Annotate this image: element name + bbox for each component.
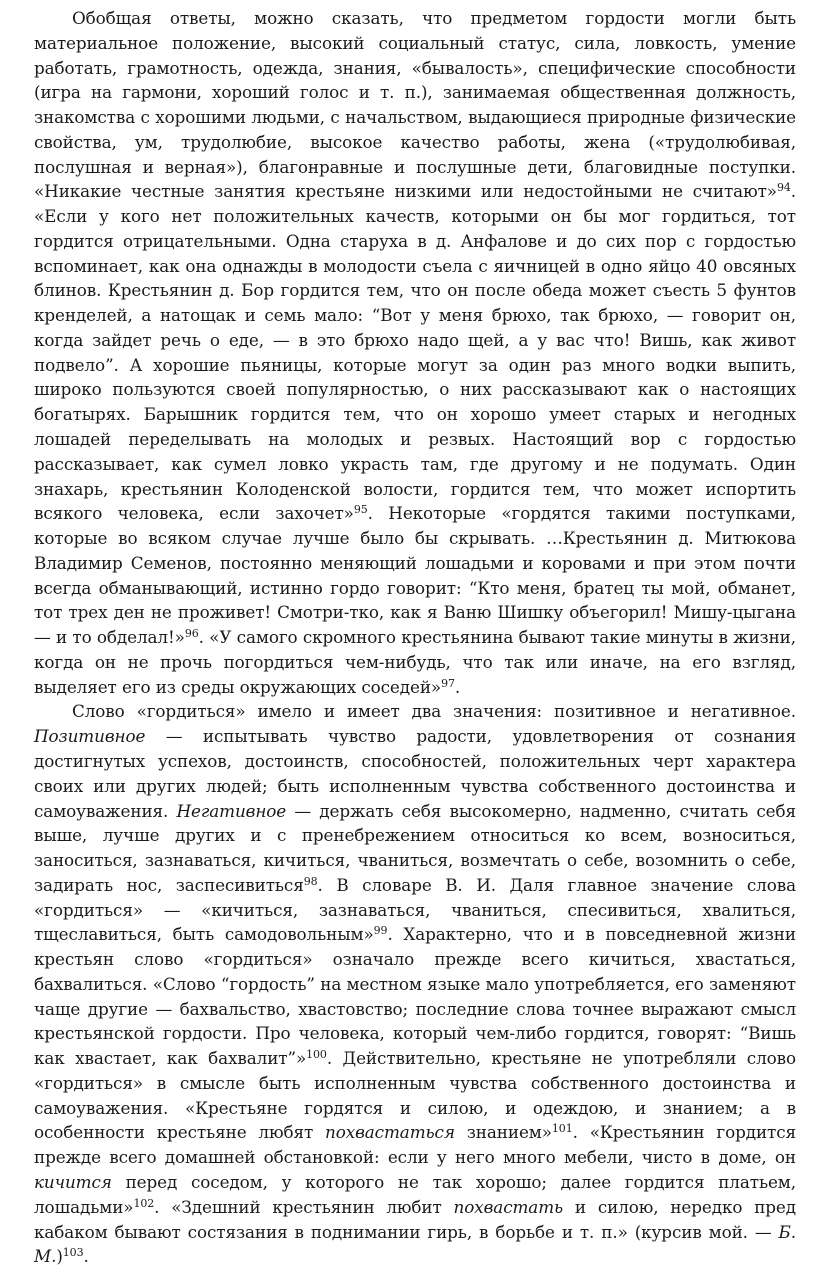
text-segment: . «Здешний крестьянин любит xyxy=(154,1196,454,1217)
footnote-reference: 103 xyxy=(62,1246,84,1260)
text-segment: знанием» xyxy=(454,1122,552,1143)
footnote-reference: 95 xyxy=(353,503,368,517)
text-segment: перед соседом, у которого не так хорошо; далее гордится платьем, лошадьми» xyxy=(34,1171,796,1217)
italic-text: похвастать xyxy=(453,1196,564,1217)
italic-text: Позитивное xyxy=(34,726,146,747)
text-segment: . Характерно, что и в повседневной жизни крестьян слово «гордиться» означало прежде всего кичиться, хвастаться, бахвалиться. «Слово “гордость” на местном языке мало употребляется, его заменяют чаще другие — бахвальство, хвастовство; последние слова точнее выражают смысл крестьянской гордости. Про человека, который чем-либо гордится, говорят: “Вишь как хвастает, как бахвалит”» xyxy=(34,924,796,1069)
text-segment: Слово «гордиться» имело и имеет два значения: позитивное и негативное. xyxy=(72,701,796,722)
italic-text: кичится xyxy=(34,1171,112,1192)
text-segment: . «Если у кого нет положительных качеств, которыми он бы мог гордиться, тот гордится отрицательными. Одна старуха в д. Анфалове и до сих пор с гордостью вспоминает, как она однажды в молодости съела с яичницей в одно яйцо 40 овсяных блинов. Крестьянин д. Бор гордится тем, что он после обеда может съесть 5 фунтов кренделей, а натощак и семь мало: “Вот у меня брюхо, так брюхо, — говорит он, когда зайдет речь о еде, — в это брюхо надо щей, а у вас что! Вишь, как живот подвело”. А хорошие пьяницы, которые могут за один раз много водки выпить, широко пользуются своей популярностью, о них рассказывают как о настоящих богатырях. Барышник гордится тем, что он хорошо умеет старых и негодных лошадей переделывать на молодых и резвых. Настоящий вор с гордостью рассказывает, как сумел ловко украсть там, где другому и не подумать. Один знахарь, крестьянин Колоденской волости, гордится тем, что может испортить всякого человека, если захочет» xyxy=(34,181,796,524)
footnote-reference: 98 xyxy=(303,874,318,888)
italic-text: Негативное xyxy=(176,800,287,821)
footnote-reference: 101 xyxy=(551,1122,573,1136)
footnote-reference: 102 xyxy=(133,1196,155,1210)
text-segment: . «Крестьянин гордится прежде всего домашней обстановкой: если у него много мебели, чисто в доме, он xyxy=(34,1122,796,1168)
text-segment: . Некоторые «гордятся такими поступками, которые во всяком случае лучше было бы скрывать. …Крестьянин д. Митюкова Владимир Семенов, постоянно меняющий лошадьми и коровами и при этом почти всегда обманывающий, истинно гордо говорит: “Кто меня, братец ты мой, обманет, тот трех ден не проживет! Смотри-тко, как я Ваню Шишку объегорил! Мишу-цыгана — и то обделал!» xyxy=(34,503,797,648)
text-segment: . В словаре В. И. Даля главное значение слова «гордиться» — «кичиться, зазнаваться, чваниться, спесивиться, хвалиться, тщеславиться, быть самодовольным» xyxy=(34,874,796,945)
italic-text: похвастаться xyxy=(325,1122,455,1143)
footnote-reference: 100 xyxy=(306,1048,327,1062)
text-segment: . xyxy=(83,1246,89,1267)
text-segment: — держать себя высокомерно, надменно, считать себя выше, лучше других и с пренебрежением относиться ко всем, возноситься, заноситься, зазнаваться, кичиться, чваниться, возмечтать о себе, возомнить о себе, задирать нос, заспесивиться xyxy=(34,800,796,895)
text-segment: . «У самого скромного крестьянина бывают такие минуты в жизни, когда он не прочь погордиться чем-нибудь, что так или иначе, на его взгляд, выделяет его из среды окружающих соседей» xyxy=(34,627,796,697)
paragraph-1 xyxy=(34,6,796,699)
footnote-reference: 99 xyxy=(373,924,388,938)
text-segment: ) xyxy=(56,1246,63,1267)
footnote-reference: 96 xyxy=(184,627,199,641)
italic-text: Б. М. xyxy=(34,1221,796,1267)
text-segment: . Действительно, крестьяне не употребляли слово «гордиться» в смысле быть исполненным чувства собственного достоинства и самоуважения. «Крестьяне гордятся и силою, и одеждою, и знанием; а в особенности крестьяне любят xyxy=(34,1048,796,1143)
document-page xyxy=(34,6,796,1269)
text-segment: Обобщая ответы, можно сказать, что предметом гордости могли быть материальное положение, высокий социальный статус, сила, ловкость, умение работать, грамотность, одежда, знания, «бывалость», специфические способности (игра на гармони, хороший голос и т. п.), занимаемая общественная должность, знакомства с хорошими людьми, с начальством, выдающиеся природные физические свойства, ум, трудолюбие, высокое качество работы, жена («трудолюбивая, послушная и верная»), благонравные и послушные дети, благовидные поступки. «Никакие честные занятия крестьяне низкими или недостойными не считают» xyxy=(34,8,796,202)
paragraph-2 xyxy=(34,699,796,1269)
text-segment: . xyxy=(454,676,461,697)
text-segment: и силою, нередко пред кабаком бывают состязания в поднимании гирь, в борьбе и т. п.» (курсив мой. — xyxy=(34,1196,796,1242)
footnote-reference: 97 xyxy=(441,676,455,690)
text-segment: — испытывать чувство радости, удовлетворения от сознания достигнутых успехов, достоинств, способностей, положительных черт характера своих или других людей; быть исполненным чувства собственного достоинства и самоуважения. xyxy=(34,726,796,821)
footnote-reference: 94 xyxy=(776,181,791,195)
